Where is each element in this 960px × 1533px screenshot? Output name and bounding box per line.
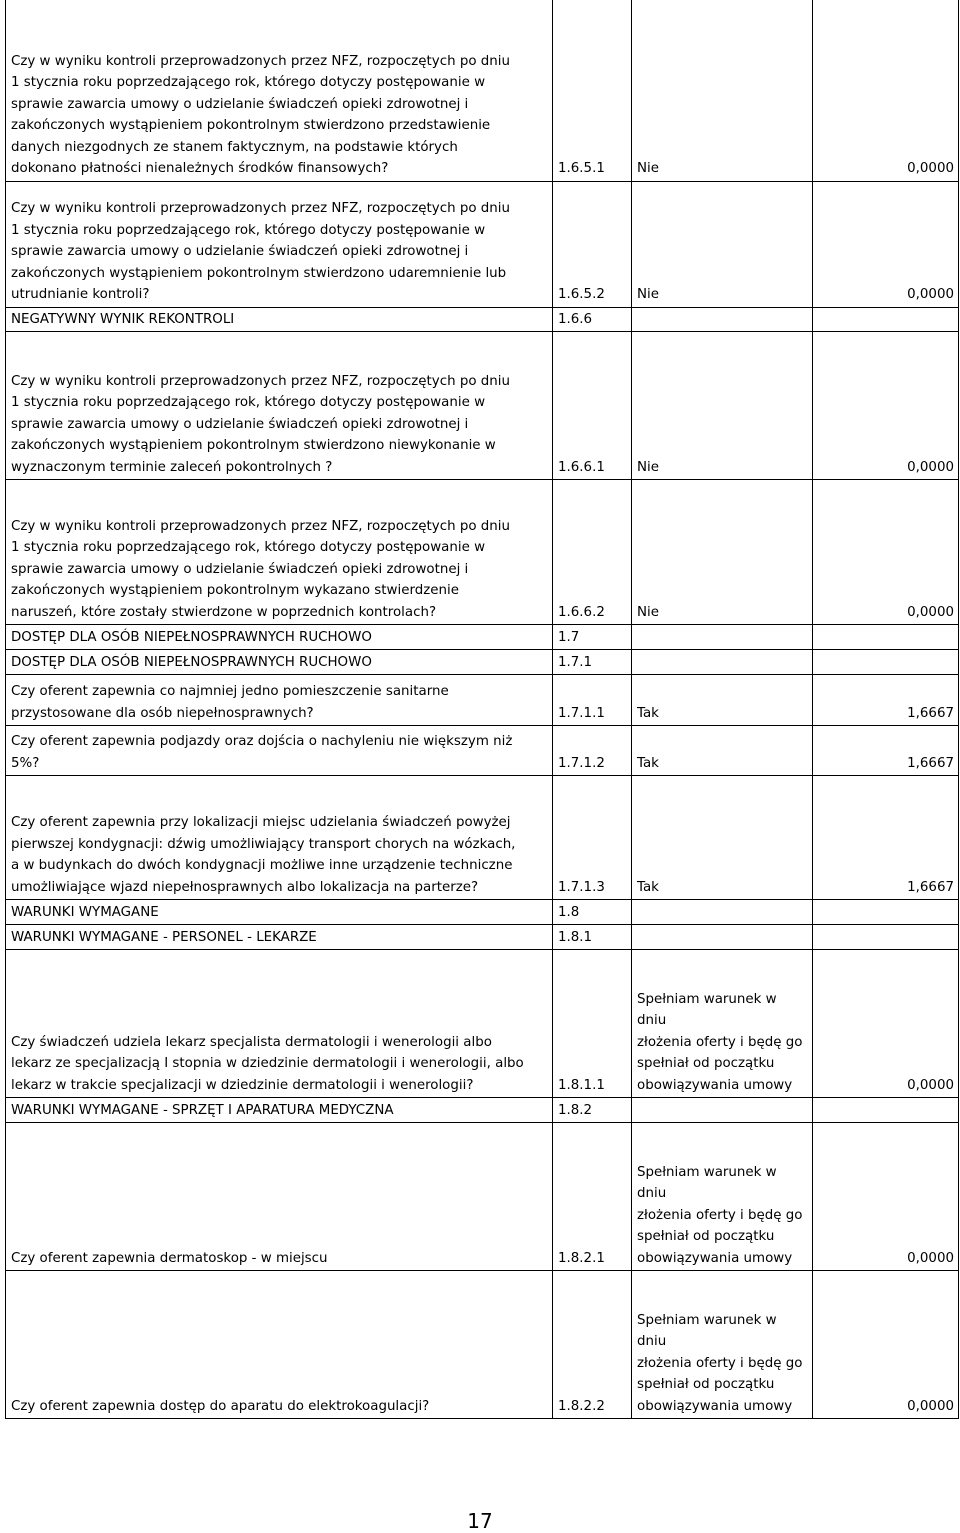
table-row (6, 307, 959, 332)
points-cell: 0,0000 (813, 332, 959, 480)
table-row (6, 900, 959, 925)
question-cell: Czy oferent zapewnia podjazdy oraz dojścia o nachyleniu nie większym niż 5%? (6, 726, 553, 776)
answer-cell (632, 925, 813, 950)
table-row (6, 625, 959, 650)
criterion-id-cell: 1.7.1.2 (553, 726, 632, 776)
question-cell: Czy oferent zapewnia przy lokalizacji miejsc udzielania świadczeń powyżej pierwszej kondygnacji: dźwig umożliwiający transport chorych na wózkach, a w budynkach do dwóch kondygnacji możliwe inne urządzenie techniczne umożliwiające wjazd niepełnosprawnych albo lokalizacja na parterze? (6, 776, 553, 900)
criterion-id-cell: 1.8 (553, 900, 632, 925)
criterion-id-cell: 1.8.1.1 (553, 950, 632, 1098)
table-row (6, 650, 959, 675)
points-cell: 0,0000 (813, 1123, 959, 1271)
points-cell: 0,0000 (813, 0, 959, 181)
answer-cell: Spełniam warunek w dniu złożenia oferty i będę go spełniał od początku obowiązywania umowy (632, 950, 813, 1098)
criterion-id-cell: 1.8.2.2 (553, 1271, 632, 1419)
points-cell: 0,0000 (813, 181, 959, 307)
table-row (6, 950, 959, 1098)
answer-cell: Spełniam warunek w dniu złożenia oferty i będę go spełniał od początku obowiązywania umowy (632, 1271, 813, 1419)
criterion-id-cell: 1.8.1 (553, 925, 632, 950)
question-cell: Czy w wyniku kontroli przeprowadzonych przez NFZ, rozpoczętych po dniu 1 stycznia roku poprzedzającego rok, którego dotyczy postępowanie w sprawie zawarcia umowy o udzielanie świadczeń opieki zdrowotnej i zakończonych wystąpieniem pokontrolnym wykazano stwierdzenie naruszeń, które zostały stwierdzone w poprzednich kontrolach? (6, 480, 553, 625)
answer-cell: Tak (632, 675, 813, 726)
section-heading-cell: DOSTĘP DLA OSÓB NIEPEŁNOSPRAWNYCH RUCHOWO (6, 650, 553, 675)
criterion-id-cell: 1.7.1 (553, 650, 632, 675)
table-row (6, 925, 959, 950)
section-heading-cell: WARUNKI WYMAGANE - PERSONEL - LEKARZE (6, 925, 553, 950)
table-row (6, 1271, 959, 1419)
answer-cell (632, 625, 813, 650)
points-cell: 0,0000 (813, 950, 959, 1098)
criterion-id-cell: 1.6.6.2 (553, 480, 632, 625)
points-cell (813, 650, 959, 675)
points-cell (813, 625, 959, 650)
points-cell: 0,0000 (813, 1271, 959, 1419)
table-row (6, 332, 959, 480)
question-cell: Czy oferent zapewnia dostęp do aparatu do elektrokoagulacji? (6, 1271, 553, 1419)
points-cell (813, 900, 959, 925)
points-cell: 1,6667 (813, 776, 959, 900)
table-row (6, 181, 959, 307)
question-cell: Czy oferent zapewnia co najmniej jedno pomieszczenie sanitarne przystosowane dla osób niepełnosprawnych? (6, 675, 553, 726)
section-heading-cell: WARUNKI WYMAGANE - SPRZĘT I APARATURA MEDYCZNA (6, 1098, 553, 1123)
question-cell: Czy w wyniku kontroli przeprowadzonych przez NFZ, rozpoczętych po dniu 1 stycznia roku poprzedzającego rok, którego dotyczy postępowanie w sprawie zawarcia umowy o udzielanie świadczeń opieki zdrowotnej i zakończonych wystąpieniem pokontrolnym stwierdzono niewykonanie w wyznaczonym terminie zaleceń pokontrolnych ? (6, 332, 553, 480)
question-cell: Czy w wyniku kontroli przeprowadzonych przez NFZ, rozpoczętych po dniu 1 stycznia roku poprzedzającego rok, którego dotyczy postępowanie w sprawie zawarcia umowy o udzielanie świadczeń opieki zdrowotnej i zakończonych wystąpieniem pokontrolnym stwierdzono przedstawienie danych niezgodnych ze stanem faktycznym, na podstawie których dokonano płatności nienależnych środków finansowych? (6, 0, 553, 181)
table-row (6, 1123, 959, 1271)
table-row (6, 675, 959, 726)
points-cell (813, 307, 959, 332)
criterion-id-cell: 1.6.5.1 (553, 0, 632, 181)
criterion-id-cell: 1.8.2 (553, 1098, 632, 1123)
criterion-id-cell: 1.6.5.2 (553, 181, 632, 307)
section-heading-cell: DOSTĘP DLA OSÓB NIEPEŁNOSPRAWNYCH RUCHOWO (6, 625, 553, 650)
table-row (6, 726, 959, 776)
question-cell: Czy w wyniku kontroli przeprowadzonych przez NFZ, rozpoczętych po dniu 1 stycznia roku poprzedzającego rok, którego dotyczy postępowanie w sprawie zawarcia umowy o udzielanie świadczeń opieki zdrowotnej i zakończonych wystąpieniem pokontrolnym stwierdzono udaremnienie lub utrudnianie kontroli? (6, 181, 553, 307)
points-cell (813, 1098, 959, 1123)
points-cell: 0,0000 (813, 480, 959, 625)
answer-cell: Nie (632, 480, 813, 625)
table-row (6, 776, 959, 900)
table-row (6, 480, 959, 625)
question-cell: Czy oferent zapewnia dermatoskop - w miejscu (6, 1123, 553, 1271)
answer-cell (632, 900, 813, 925)
criterion-id-cell: 1.7.1.3 (553, 776, 632, 900)
question-cell: Czy świadczeń udziela lekarz specjalista dermatologii i wenerologii albo lekarz ze specjalizacją I stopnia w dziedzinie dermatologii i wenerologii, albo lekarz w trakcie specjalizacji w dziedzinie dermatologii i wenerologii? (6, 950, 553, 1098)
answer-cell: Spełniam warunek w dniu złożenia oferty i będę go spełniał od początku obowiązywania umowy (632, 1123, 813, 1271)
criterion-id-cell: 1.6.6 (553, 307, 632, 332)
answer-cell (632, 307, 813, 332)
points-cell (813, 925, 959, 950)
answer-cell: Nie (632, 332, 813, 480)
answer-cell (632, 1098, 813, 1123)
answer-cell: Tak (632, 776, 813, 900)
table-row (6, 0, 959, 181)
page-number: 17 (467, 1509, 493, 1533)
section-heading-cell: WARUNKI WYMAGANE (6, 900, 553, 925)
answer-cell: Tak (632, 726, 813, 776)
answer-cell: Nie (632, 0, 813, 181)
table-row (6, 1098, 959, 1123)
criterion-id-cell: 1.7.1.1 (553, 675, 632, 726)
answer-cell (632, 650, 813, 675)
criterion-id-cell: 1.6.6.1 (553, 332, 632, 480)
answer-cell: Nie (632, 181, 813, 307)
section-heading-cell: NEGATYWNY WYNIK REKONTROLI (6, 307, 553, 332)
points-cell: 1,6667 (813, 675, 959, 726)
criteria-table (5, 0, 959, 1419)
criterion-id-cell: 1.8.2.1 (553, 1123, 632, 1271)
criterion-id-cell: 1.7 (553, 625, 632, 650)
points-cell: 1,6667 (813, 726, 959, 776)
